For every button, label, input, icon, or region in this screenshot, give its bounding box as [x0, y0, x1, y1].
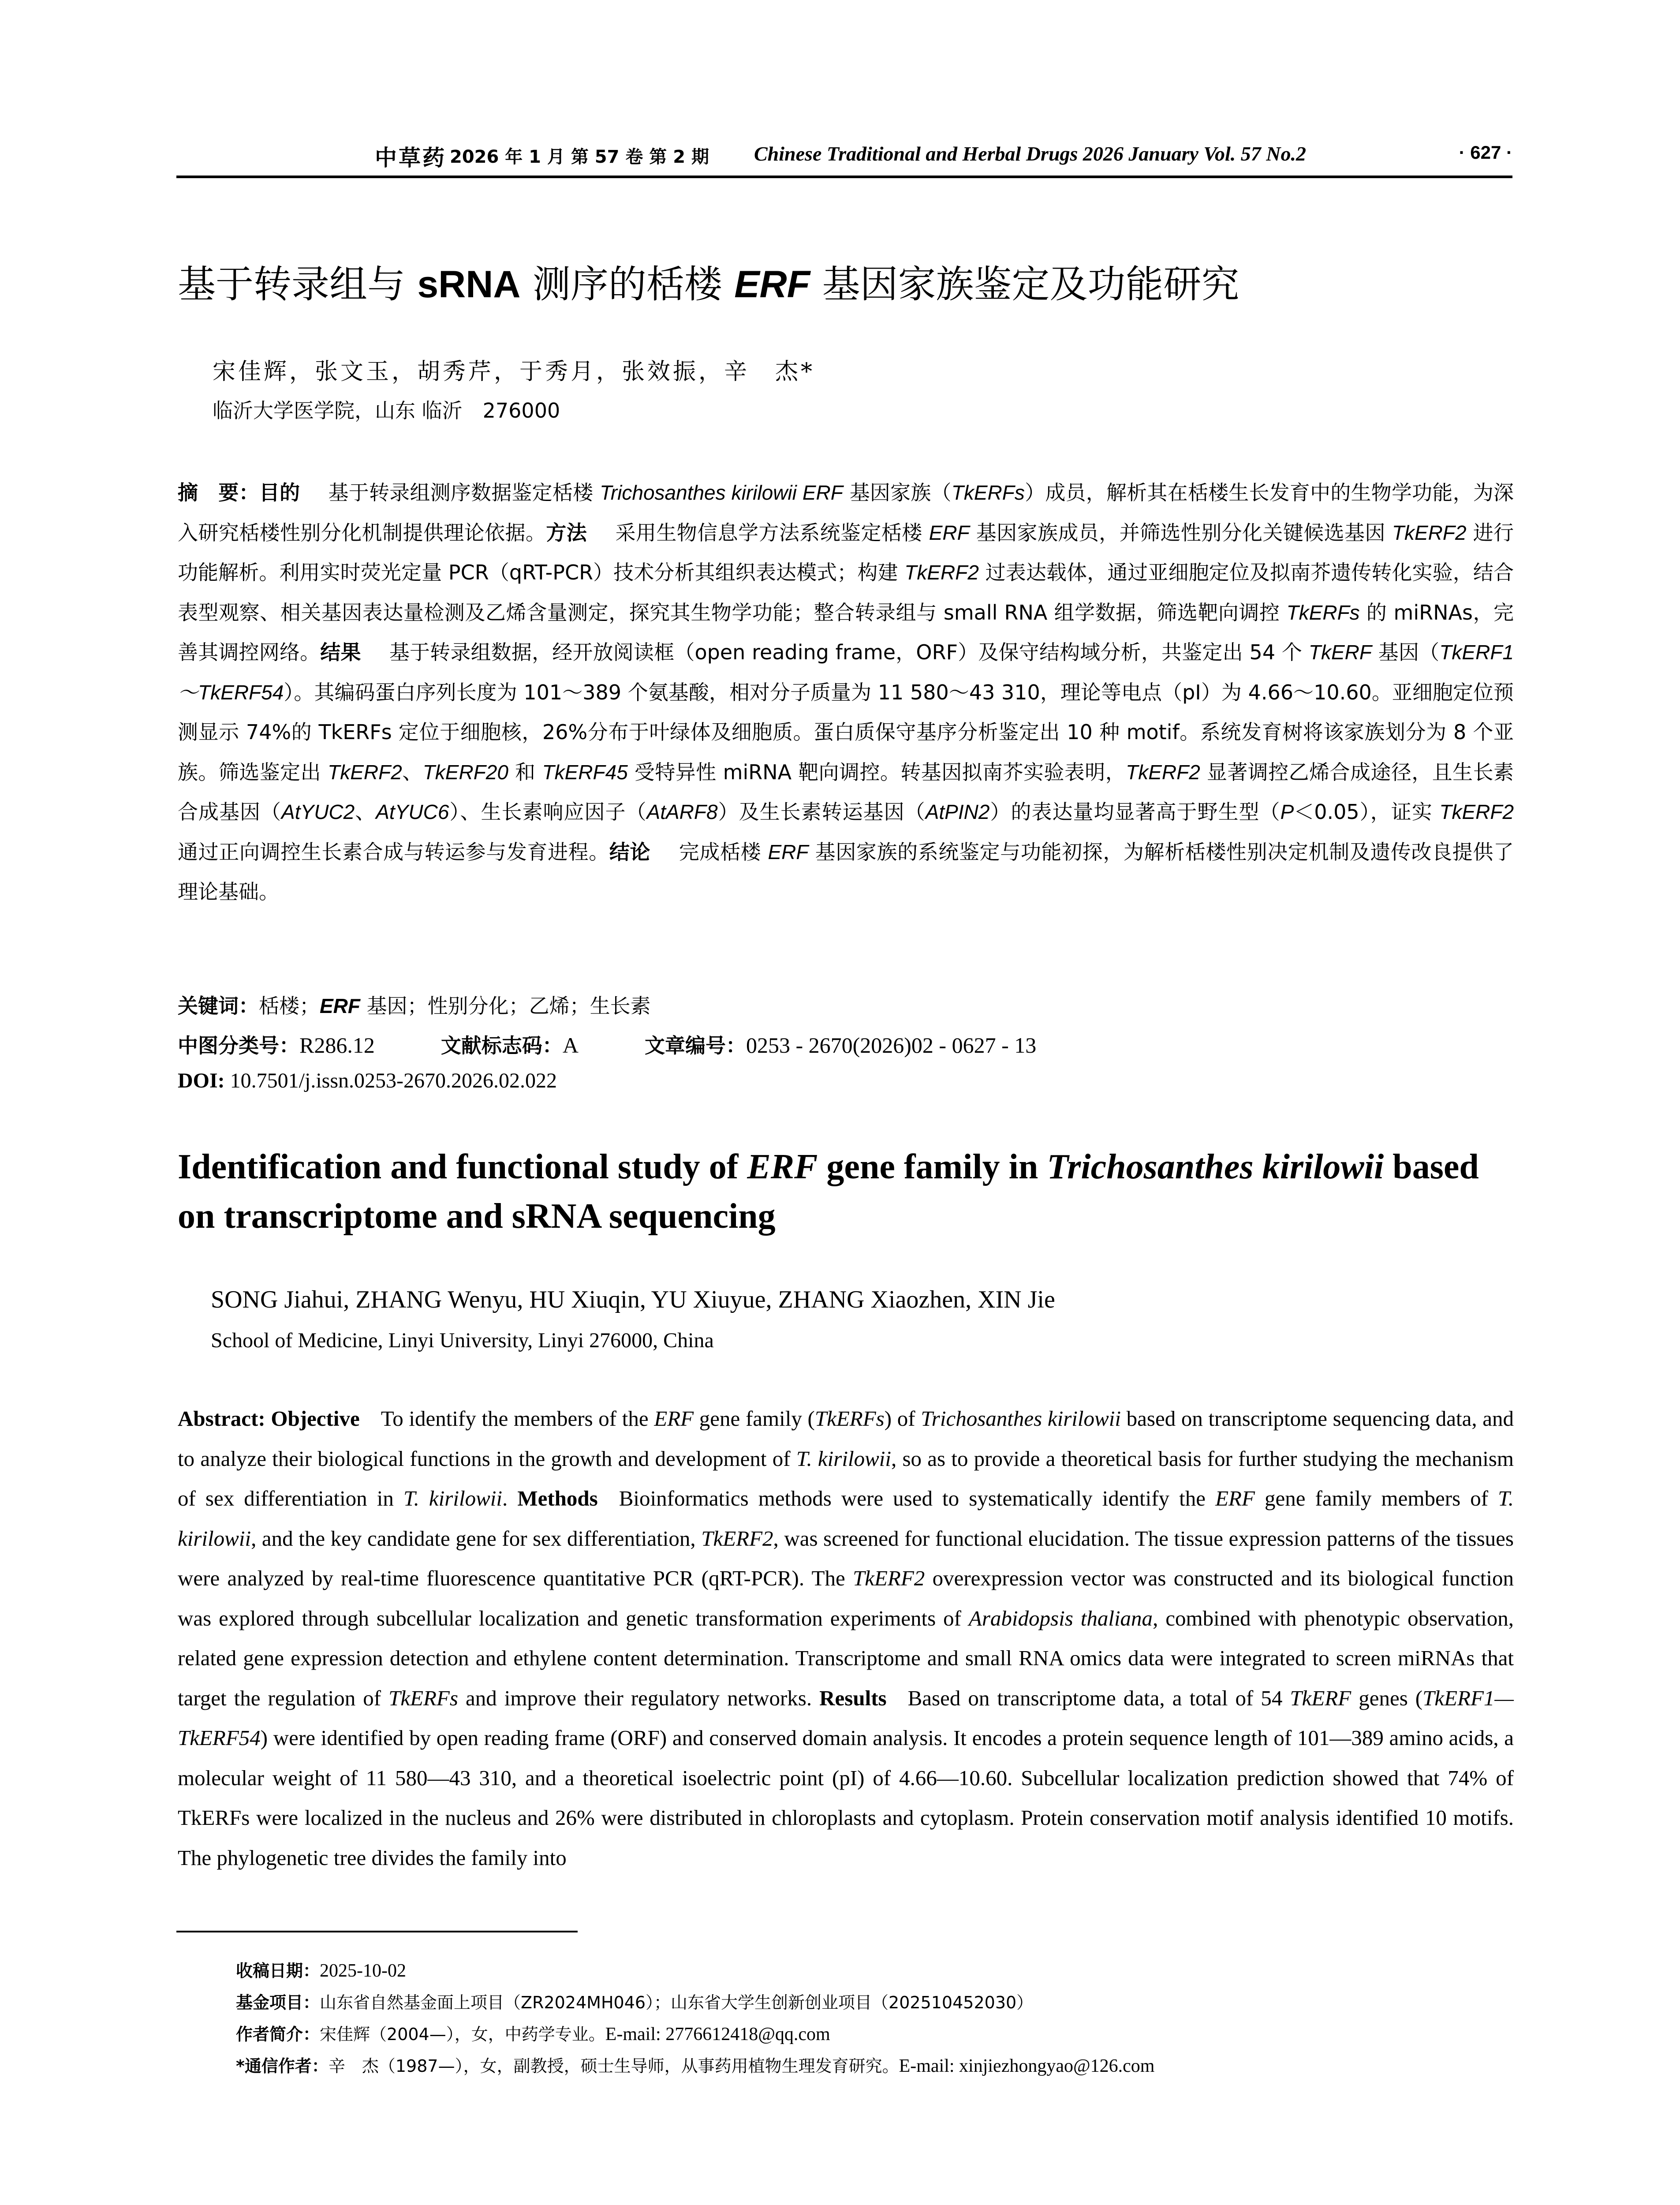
gene-name: TkERF1～TkERF54: [178, 641, 1514, 704]
abstract-text: and improve their regulatory networks.: [458, 1686, 820, 1710]
methods-label: 方法: [546, 520, 587, 545]
abstract-text: 的 miRNAs，完善其调控网络。: [178, 600, 1514, 664]
keywords-cn: [178, 990, 651, 1019]
abstract-text: 基因家族成员，并筛选性别分化关键候选基因: [969, 520, 1392, 545]
article-number-label: 文章编号：: [644, 1034, 746, 1058]
doc-code-value: A: [562, 1033, 579, 1058]
title-text: gene family in: [818, 1147, 1047, 1186]
gene-name: AtARF8: [646, 800, 718, 823]
abstract-text: 完成栝楼: [679, 840, 768, 864]
gene-name: TkERF2: [1126, 760, 1200, 784]
title-text: sRNA: [417, 263, 521, 306]
gene-name: TkERF2: [701, 1526, 773, 1551]
gene-name: AtPIN2: [925, 800, 990, 823]
doi-link[interactable]: 10.7501/j.issn.0253-2670.2026.02.022: [224, 1069, 557, 1092]
footnote-corresponding: [236, 2052, 1154, 2077]
p-value-symbol: P: [1280, 800, 1294, 823]
objective-label: Abstract: Objective: [178, 1406, 360, 1431]
abstract-text: ）成员，解析其在栝楼生长发育中的生物学功能，为深入研究栝楼性别分化机制提供理论依据。: [178, 481, 1514, 545]
abstract-text: based on transcriptome sequencing data, and to analyze their biological functions in the growth and development of: [178, 1406, 1514, 1471]
fund-label: 基金项目：: [236, 1993, 320, 2012]
abstract-text: ）、生长素响应因子（: [449, 800, 647, 824]
author-email[interactable]: E-mail: 2776612418@qq.com: [605, 2024, 830, 2044]
keyword: 栝楼；: [259, 994, 320, 1018]
abstract-text: overexpression vector was constructed and its biological function was explored through subcellular localization and genetic transformation experiments of: [178, 1566, 1514, 1630]
doi-line: [178, 1069, 557, 1093]
gene-name: TkERFs: [1286, 601, 1360, 624]
title-species: Trichosanthes kirilowii: [1047, 1147, 1384, 1186]
doi-label: DOI:: [178, 1069, 225, 1092]
gene-name: ERF: [654, 1406, 694, 1431]
abstract-text: 、: [402, 760, 423, 784]
bio-label: 作者简介：: [236, 2025, 320, 2044]
gene-name: TkERF2: [1392, 521, 1467, 544]
gene-name: TkERFs: [814, 1406, 885, 1431]
abstract-text: Based on transcriptome data, a total of 54: [907, 1686, 1290, 1710]
running-header: [176, 140, 1512, 171]
authors-cn: 宋佳辉，张文玉，胡秀芹，于秀月，张效振，辛 杰*: [213, 359, 815, 385]
article-number-value: 0253 - 2670(2026)02 - 0627 - 13: [746, 1033, 1037, 1058]
gene-name: TkERF2: [328, 760, 402, 784]
abstract-text: gene family (: [694, 1406, 815, 1431]
abstract-cn: [178, 473, 1514, 912]
abstract-text: To identify the members of the: [381, 1406, 654, 1431]
abstract-text: 通过正向调控生长素合成与转运参与发育进程。: [178, 840, 609, 864]
clc-label: 中图分类号：: [178, 1034, 299, 1058]
species-name: T. kirilowii: [403, 1486, 502, 1510]
doc-code-label: 文献标志码：: [441, 1034, 563, 1058]
issue-info-cn: 2026 年 1 月 第 57 卷 第 2 期: [450, 147, 709, 167]
abstract-text: ）的表达量均显著高于野生型（: [989, 800, 1281, 824]
authors-en: SONG Jiahui, ZHANG Wenyu, HU Xiuqin, YU Xiuyue, ZHANG Xiaozhen, XIN Jie: [211, 1286, 1055, 1313]
abstract-text: 基于转录组数据，经开放阅读框（open reading frame，ORF）及保守结构域分析，共鉴定出 54 个: [389, 640, 1309, 664]
journal-logo: 中草药: [375, 145, 446, 171]
abstract-text: 基因家族（: [843, 481, 952, 505]
results-label: Results: [819, 1686, 887, 1710]
abstract-text: ）。其编码蛋白序列长度为 101～389 个氨基酸，相对分子质量为 11 580～43 310，理论等电点（pI）为 4.66～10.60。亚细胞定位预测显示 74%的 TkERFs 定位于细胞核，26%分布于叶绿体及细胞质。蛋白质保守基序分析鉴定出 10 种 motif。系统发育树将该家族划分为 8 个亚族。筛选鉴定出: [178, 680, 1514, 784]
results-label: 结果: [320, 640, 361, 664]
article-title-en: [178, 1142, 1514, 1241]
page-number: · 627 ·: [1459, 142, 1512, 163]
title-text: based on transcriptome and sRNA sequencing: [178, 1147, 1479, 1236]
abstract-text: 、: [355, 800, 376, 824]
conclusion-label: 结论: [609, 840, 651, 864]
abstract-text: 基因家族的系统鉴定与功能初探，为解析栝楼性别决定机制及遗传改良提供了理论基础。: [178, 840, 1514, 904]
abstract-text: ) of: [884, 1406, 921, 1431]
abstract-text: gene family members of: [1254, 1486, 1498, 1510]
species-name: Arabidopsis thaliana: [968, 1606, 1153, 1630]
gene-name: TkERFs: [388, 1686, 458, 1710]
species-name: Trichosanthes kirilowii: [921, 1406, 1121, 1431]
abstract-text: ＜0.05），证实: [1294, 800, 1440, 824]
abstract-text: ) were identified by open reading frame (ORF) and conserved domain analysis. It encodes a protein sequence length of 101—389 amino acids, a molecular weight of 11 580—43 310, and a theoretical isoelectric point (pI) of 4.66—10.60. Subcellular localization prediction showed that 74% of TkERFs were localized in the nucleus and 26% were distributed in chloroplasts and cytoplasm. Protein conservation motif analysis identified 10 motifs. The phylogenetic tree divides the family into: [178, 1726, 1514, 1870]
methods-label: Methods: [517, 1486, 598, 1510]
corresponding-email[interactable]: E-mail: xinjiezhongyao@126.com: [899, 2056, 1155, 2076]
gene-name: TkERF2: [1439, 800, 1514, 823]
title-text: 基因家族鉴定及功能研究: [810, 262, 1239, 306]
gene-name: TkERF: [1308, 641, 1372, 664]
footnote-author-bio: [236, 2021, 830, 2045]
abstract-text: , was screened for functional elucidation. The tissue expression patterns of the tissues were analyzed by real-time fluorescence quantitative PCR (qRT-PCR). The: [178, 1526, 1514, 1590]
abstract-text: 和: [508, 760, 542, 784]
bio-value: 宋佳辉（2004—），女，中药学专业。: [320, 2025, 605, 2044]
abstract-text: 过表达载体，通过亚细胞定位及拟南芥遗传转化实验，结合表型观察、相关基因表达量检测及乙烯含量测定，探究其生物学功能；整合转录组与 small RNA 组学数据，筛选靶向调控: [178, 561, 1514, 624]
title-text: 测序的栝楼: [520, 262, 735, 306]
gene-name: TkERF2: [904, 561, 979, 584]
affiliation-en: School of Medicine, Linyi University, Linyi 276000, China: [211, 1329, 714, 1352]
corresponding-value: 辛 杰（1987—），女，副教授，硕士生导师，从事药用植物生理发育研究。: [328, 2056, 899, 2076]
gene-name: TkERF2: [853, 1566, 925, 1590]
abstract-text: 采用生物信息学方法系统鉴定栝楼: [615, 520, 929, 545]
abstract-text: 基于转录组测序数据鉴定栝楼: [328, 481, 600, 505]
received-date: 2025-10-02: [320, 1961, 406, 1981]
header-rule: [176, 176, 1512, 178]
footnote-rule: [176, 1931, 578, 1932]
abstract-text: , and the key candidate gene for sex differentiation,: [251, 1526, 702, 1551]
title-gene: ERF: [747, 1147, 818, 1186]
abstract-text: Bioinformatics methods were used to systematically identify the: [619, 1486, 1216, 1510]
classification-line: [178, 1030, 1036, 1059]
species-name: T. kirilowii: [796, 1446, 891, 1471]
abstract-text: genes (: [1351, 1686, 1423, 1710]
affiliation-cn: 临沂大学医学院，山东 临沂 276000: [213, 399, 560, 422]
footnote-received: [236, 1957, 406, 1981]
footnote-fund: [236, 1989, 1033, 2013]
abstract-text: 受特异性 miRNA 靶向调控。转基因拟南芥实验表明，: [627, 760, 1126, 784]
abstract-label: 摘 要：: [178, 481, 259, 505]
received-label: 收稿日期：: [236, 1961, 320, 1981]
species-name: T. kirilowii: [178, 1486, 1514, 1551]
keyword: ERF: [320, 994, 360, 1017]
gene-name: ERF: [768, 840, 809, 863]
gene-name: TkERF20: [422, 760, 508, 784]
clc-value: R286.12: [299, 1033, 375, 1058]
gene-name: AtYUC6: [376, 800, 449, 823]
gene-name: TkERF1—TkERF54: [178, 1686, 1514, 1750]
title-text: Identification and functional study of: [178, 1147, 747, 1186]
gene-name: TkERF45: [542, 760, 628, 784]
keywords-label: 关键词：: [178, 994, 259, 1018]
abstract-text: ）及生长素转运基因（: [717, 800, 926, 824]
gene-name: TkERF: [1290, 1686, 1351, 1710]
abstract-text: , so as to provide a theoretical basis for further studying the mechanism of sex differentiation in: [178, 1446, 1514, 1510]
corresponding-label: *通信作者：: [236, 2056, 329, 2076]
abstract-en: [178, 1399, 1514, 1878]
abstract-text: .: [502, 1486, 518, 1510]
issue-info-en: Chinese Traditional and Herbal Drugs 2026 January Vol. 57 No.2: [754, 142, 1306, 165]
article-title-cn: [178, 254, 1239, 308]
abstract-text: , combined with phenotypic observation, related gene expression detection and ethylene content determination. Transcriptome and small RNA omics data were integrated to screen miRNAs that target the regulation of: [178, 1606, 1514, 1710]
abstract-text: 显著调控乙烯合成途径，且生长素合成基因（: [178, 760, 1514, 824]
species-name: Trichosanthes kirilowii ERF: [600, 481, 843, 504]
abstract-text: 进行功能解析。利用实时荧光定量 PCR（qRT-PCR）技术分析其组织表达模式；构建: [178, 520, 1514, 584]
gene-name: AtYUC2: [281, 800, 355, 823]
title-text: 基于转录组与: [178, 262, 418, 306]
title-gene: ERF: [734, 263, 810, 306]
objective-label: 目的: [259, 481, 300, 505]
gene-name: ERF: [1215, 1486, 1255, 1510]
fund-value: 山东省自然基金面上项目（ZR2024MH046）；山东省大学生创新创业项目（202510452030）: [320, 1993, 1034, 2012]
gene-name: ERF: [929, 521, 970, 544]
abstract-text: 基因（: [1371, 640, 1440, 664]
gene-name: TkERFs: [951, 481, 1025, 504]
keyword: 基因；性别分化；乙烯；生长素: [360, 994, 651, 1018]
